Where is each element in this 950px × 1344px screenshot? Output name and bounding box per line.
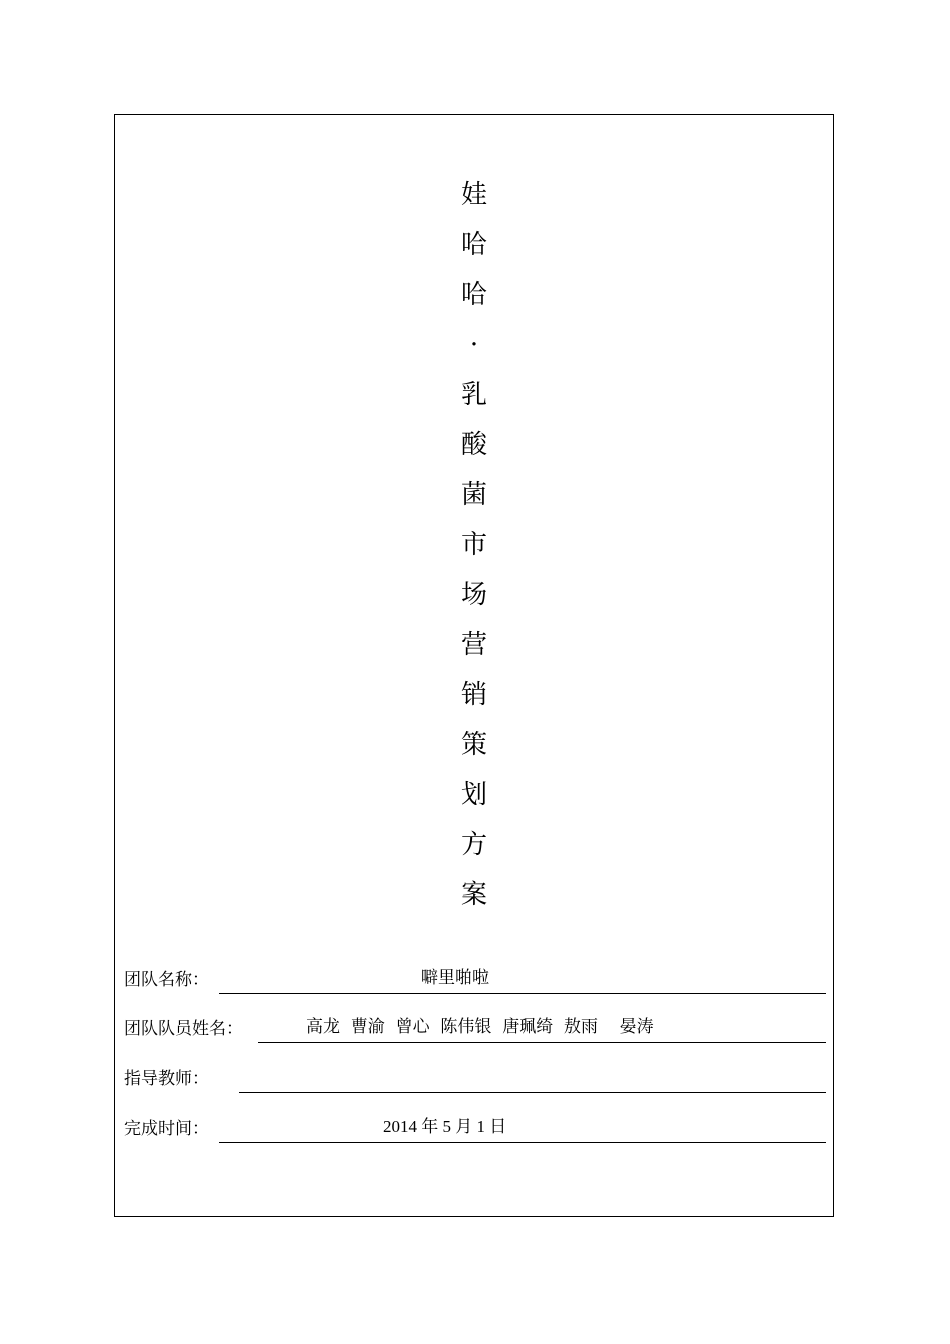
title-char: 哈 — [460, 280, 487, 310]
title-char: 酸 — [460, 430, 487, 460]
advisor-label: 指导教师： — [124, 1069, 209, 1089]
title-char: 哈 — [460, 230, 487, 260]
team-name-value: 噼里啪啦 — [219, 966, 826, 994]
team-members-value: 高龙 曹渝 曾心 陈伟银 唐珮绮 敖雨 晏涛 — [258, 1015, 826, 1043]
title-char: 乳 — [460, 380, 487, 410]
title-char: 销 — [460, 680, 487, 710]
title-char: 案 — [460, 880, 487, 910]
title-char: 策 — [460, 730, 487, 760]
title-char: 营 — [460, 630, 487, 660]
title-char: 方 — [460, 830, 487, 860]
title-char: 菌 — [460, 480, 487, 510]
completion-date-row — [124, 1113, 826, 1143]
team-name-label: 团队名称： — [124, 970, 209, 990]
team-members-row — [124, 1013, 826, 1043]
title-char: 市 — [460, 530, 487, 560]
title-char: · — [469, 330, 479, 360]
completion-date-value: 2014 年 5 月 1 日 — [219, 1115, 826, 1143]
title-char: 场 — [460, 580, 487, 610]
vertical-title — [444, 170, 504, 920]
title-char: 划 — [460, 780, 487, 810]
team-members-label: 团队队员姓名： — [124, 1019, 243, 1039]
team-name-row — [124, 964, 826, 994]
advisor-value — [239, 1065, 826, 1093]
completion-date-label: 完成时间： — [124, 1119, 209, 1139]
advisor-row — [124, 1063, 826, 1093]
title-char: 娃 — [460, 180, 487, 210]
